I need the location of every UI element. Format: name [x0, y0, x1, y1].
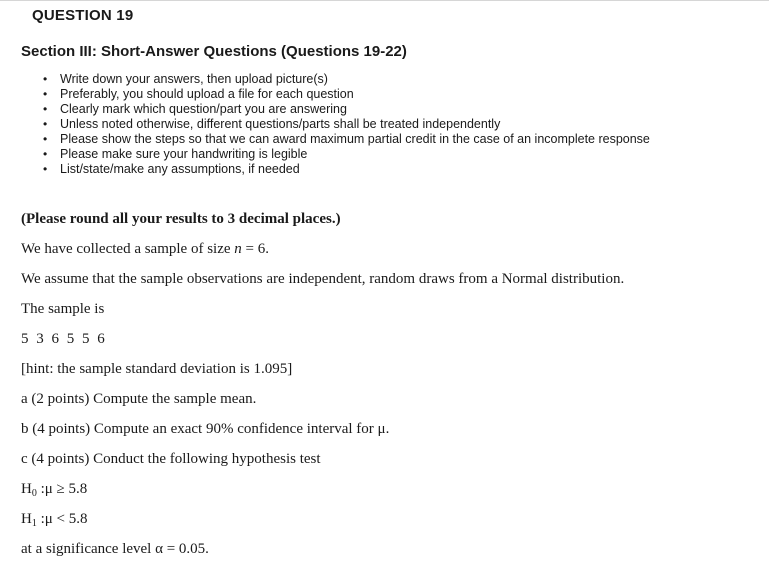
assumption-text: We assume that the sample observations are independent, random draws from a Normal distribution. — [21, 271, 625, 287]
bullet-icon: • — [43, 87, 48, 101]
section-title: Section III: Short-Answer Questions (Questions 19-22) — [21, 43, 407, 60]
instruction-item: • Please make sure your handwriting is legible — [43, 147, 308, 161]
instructions-list — [21, 72, 650, 177]
hint-text: [hint: the sample standard deviation is 1.095] — [21, 361, 293, 377]
bullet-icon: • — [43, 102, 48, 116]
bullet-icon: • — [43, 117, 48, 131]
bullet-icon: • — [43, 147, 48, 161]
part-a: a (2 points) Compute the sample mean. — [21, 391, 257, 407]
instruction-item: • Please show the steps so that we can award maximum partial credit in the case of an incomplete response — [43, 132, 650, 146]
bullet-icon: • — [43, 132, 48, 146]
sample-values: 5 3 6 5 5 6 — [21, 331, 107, 347]
bullet-icon: • — [43, 162, 48, 176]
significance-level: at a significance level α = 0.05. — [21, 541, 209, 557]
null-hypothesis: $H_0$ :μ ≥ 5.8 — [21, 481, 88, 499]
instruction-item: • Write down your answers, then upload picture(s) — [43, 72, 328, 86]
sample-intro: The sample is — [21, 301, 105, 317]
rounding-note: (Please round all your results to 3 decimal places.) — [21, 211, 341, 227]
part-c: c (4 points) Conduct the following hypothesis test — [21, 451, 321, 467]
alternative-hypothesis: $H_1$ :μ < 5.8 — [21, 511, 88, 529]
sample-size-text: We have collected a sample of size n = 6. — [21, 241, 269, 257]
question-title: QUESTION 19 — [32, 7, 134, 24]
instruction-item: • Preferably, you should upload a file for each question — [43, 87, 354, 101]
instruction-item: • Clearly mark which question/part you are answering — [43, 102, 347, 116]
instruction-item: • List/state/make any assumptions, if needed — [43, 162, 300, 176]
top-divider — [0, 0, 769, 1]
instruction-item: • Unless noted otherwise, different questions/parts shall be treated independently — [43, 117, 501, 131]
part-b: b (4 points) Compute an exact 90% confidence interval for μ. — [21, 421, 390, 437]
bullet-icon: • — [43, 72, 48, 86]
problem-body — [21, 206, 624, 566]
